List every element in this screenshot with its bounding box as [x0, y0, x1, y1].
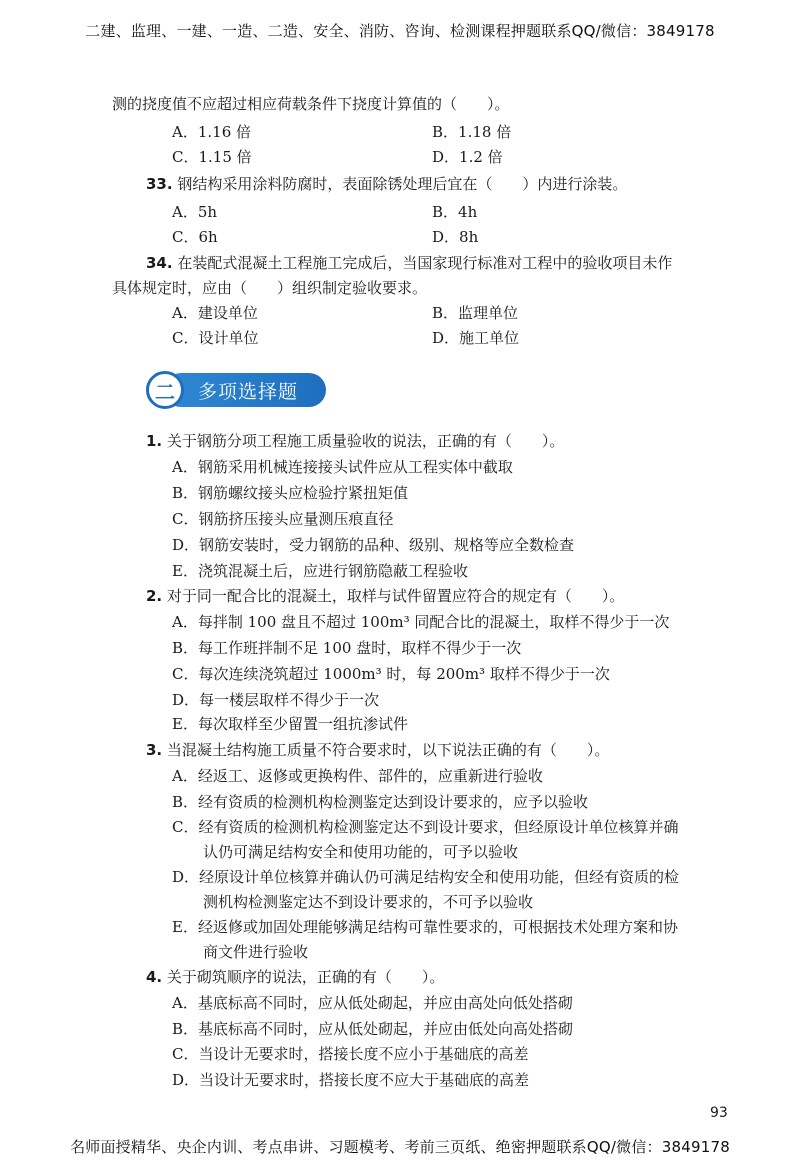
m2-question — [146, 586, 624, 606]
m2-option-c: C．每次连续浇筑超过 1000m³ 时，每 200m³ 取样不得少于一次 — [172, 665, 610, 683]
section-number-badge: 二 — [146, 371, 184, 409]
m3-option-d-line1: D．经原设计单位核算并确认仍可满足结构安全和使用功能，但经有资质的检 — [172, 868, 680, 886]
m2-option-d: D．每一楼层取样不得少于一次 — [172, 691, 380, 709]
header-banner: 二建、监理、一建、一造、二造、安全、消防、咨询、检测课程押题联系QQ/微信：3849178 — [85, 22, 715, 40]
m2-option-a: A．每拌制 100 盘且不超过 100m³ 同配合比的混凝土，取样不得少于一次 — [172, 613, 670, 631]
q34-option-c: C．设计单位 — [172, 329, 259, 347]
m3-option-c-line1: C．经有资质的检测机构检测鉴定达不到设计要求，但经原设计单位核算并确 — [172, 818, 679, 836]
q32-text: 测的挠度值不应超过相应荷载条件下挠度计算值的（ ）。 — [112, 95, 510, 113]
q34-number: 34. — [146, 254, 173, 272]
m1-option-c: C．钢筋挤压接头应量测压痕直径 — [172, 510, 394, 528]
m3-option-e-line1: E．经返修或加固处理能够满足结构可靠性要求的，可根据技术处理方案和协 — [172, 918, 678, 936]
m4-option-d: D．当设计无要求时，搭接长度不应大于基础底的高差 — [172, 1071, 530, 1089]
q33-option-d: D．8h — [432, 228, 479, 246]
q33-question — [146, 174, 627, 194]
m3-option-b: B．经有资质的检测机构检测鉴定达到设计要求的，应予以验收 — [172, 793, 589, 811]
q34-question — [146, 253, 672, 273]
q34-option-a: A．建设单位 — [172, 304, 258, 322]
m3-option-e-line2: 商文件进行验收 — [203, 943, 309, 961]
m3-option-c-line2: 认仍可满足结构安全和使用功能的，可予以验收 — [203, 843, 519, 861]
m4-option-c: C．当设计无要求时，搭接长度不应小于基础底的高差 — [172, 1045, 529, 1063]
m4-number: 4. — [146, 968, 163, 986]
q32-option-b: B．1.18 倍 — [432, 123, 512, 141]
q34-text-line2: 具体规定时，应由（ ）组织制定验收要求。 — [112, 279, 428, 297]
q33-option-a: A．5h — [172, 203, 218, 221]
m1-option-b: B．钢筋螺纹接头应检验拧紧扭矩值 — [172, 484, 409, 502]
q32-option-d: D．1.2 倍 — [432, 148, 503, 166]
q33-option-c: C．6h — [172, 228, 218, 246]
m3-option-a: A．经返工、返修或更换构件、部件的，应重新进行验收 — [172, 767, 543, 785]
m3-option-d-line2: 测机构检测鉴定达不到设计要求的，不可予以验收 — [203, 893, 534, 911]
q32-option-c: C．1.15 倍 — [172, 148, 252, 166]
q33-option-b: B．4h — [432, 203, 478, 221]
q34-option-b: B．监理单位 — [432, 304, 519, 322]
section-heading — [146, 371, 326, 409]
m2-option-b: B．每工作班拌制不足 100 盘时，取样不得少于一次 — [172, 639, 522, 657]
m2-option-e: E．每次取样至少留置一组抗渗试件 — [172, 715, 408, 733]
m1-number: 1. — [146, 432, 163, 450]
page-number: 93 — [710, 1105, 728, 1121]
m4-question — [146, 967, 444, 987]
q33-number: 33. — [146, 175, 173, 193]
m4-text: 关于砌筑顺序的说法，正确的有（ ）。 — [166, 968, 445, 986]
m1-option-d: D．钢筋安装时，受力钢筋的品种、级别、规格等应全数检查 — [172, 536, 575, 554]
m2-number: 2. — [146, 587, 163, 605]
m3-question — [146, 740, 609, 760]
m1-option-a: A．钢筋采用机械连接接头试件应从工程实体中截取 — [172, 458, 513, 476]
m1-question — [146, 431, 564, 451]
section-title: 多项选择题 — [198, 381, 299, 403]
q34-text-line1: 在装配式混凝土工程施工完成后，当国家现行标准对工程中的验收项目未作 — [177, 254, 673, 272]
m4-option-a: A．基底标高不同时，应从低处砌起，并应由高处向低处搭砌 — [172, 994, 573, 1012]
m3-text: 当混凝土结构施工质量不符合要求时，以下说法正确的有（ ）。 — [166, 741, 610, 759]
q33-text: 钢结构采用涂料防腐时，表面除锈处理后宜在（ ）内进行涂装。 — [177, 175, 628, 193]
m1-text: 关于钢筋分项工程施工质量验收的说法，正确的有（ ）。 — [166, 432, 565, 450]
m4-option-b: B．基底标高不同时，应从低处砌起，并应由低处向高处搭砌 — [172, 1020, 574, 1038]
q32-option-a: A．1.16 倍 — [172, 123, 251, 141]
footer-banner: 名师面授精华、央企内训、考点串讲、习题模考、考前三页纸、绝密押题联系QQ/微信：3849178 — [70, 1138, 730, 1156]
q34-option-d: D．施工单位 — [432, 329, 520, 347]
m3-number: 3. — [146, 741, 163, 759]
m2-text: 对于同一配合比的混凝土，取样与试件留置应符合的规定有（ ）。 — [166, 587, 625, 605]
m1-option-e: E．浇筑混凝土后，应进行钢筋隐蔽工程验收 — [172, 562, 468, 580]
